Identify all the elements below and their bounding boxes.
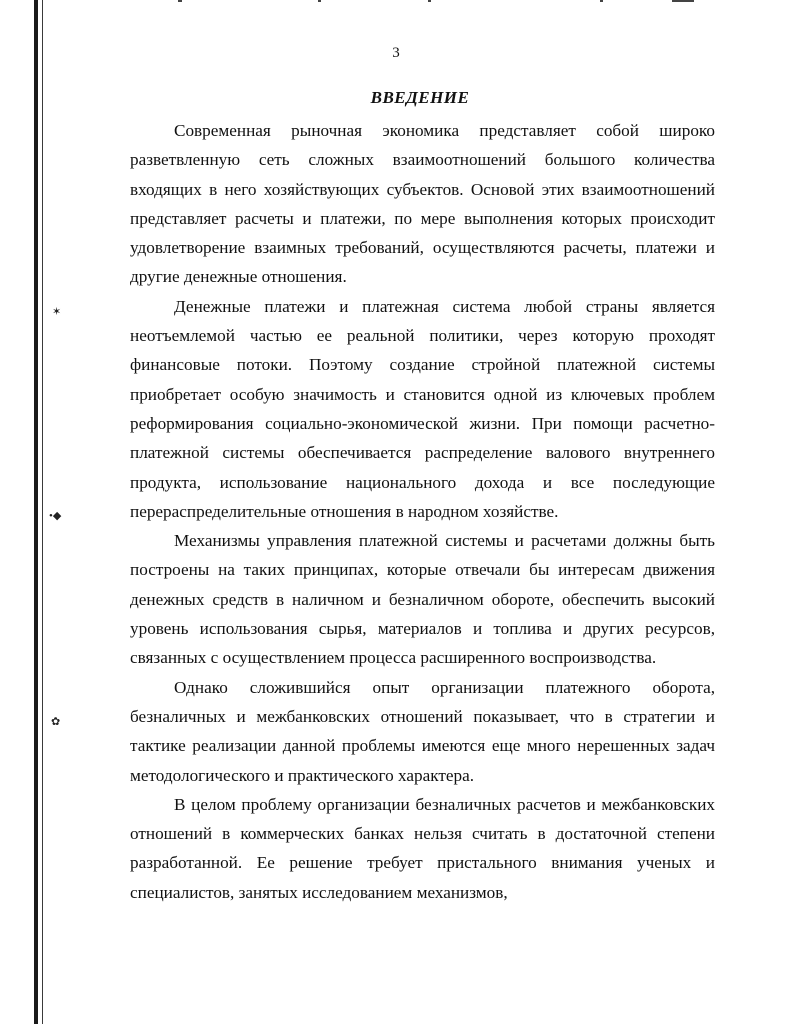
paragraph-2: Денежные платежи и платежная система любой страны является неотъемлемой частью ее реальной политики, через которую проходят финансовые потоки. Поэтому создание стройной платежной системы приобретает особую значимость и становится одной из ключевых проблем реформирования социально-экономической жизни. При помощи расчетно-платежной системы обеспечивается распределение валового внутреннего продукта, использование национального дохода и все последующие перераспределительные отношения в народном хозяйстве. xyxy=(130,296,715,521)
page-title: ВВЕДЕНИЕ xyxy=(370,88,470,107)
scan-top-mark xyxy=(672,0,694,2)
scan-top-mark xyxy=(318,0,321,2)
paragraph-4: Однако сложившийся опыт организации платежного оборота, безналичных и межбанковских отношений показывает, что в стратегии и тактике реализации данной проблемы имеются еще много нерешенных задач методологического и практического характера. xyxy=(130,677,715,785)
paragraph-5: В целом проблему организации безналичных расчетов и межбанковских отношений в коммерческих банках нельзя считать в достаточной степени разработанной. Ее решение требует пристального внимания ученых и специалистов, занятых исследованием механизмов, xyxy=(130,794,715,902)
margin-mark-icon: ✶ xyxy=(52,306,62,318)
margin-mark-icon: ✿ xyxy=(51,716,61,728)
margin-mark-icon: •◆ xyxy=(49,510,62,522)
page-number: 3 xyxy=(392,45,400,61)
scan-top-mark xyxy=(428,0,431,2)
scan-left-border xyxy=(34,0,38,1024)
scan-top-mark xyxy=(600,0,603,2)
scan-top-mark xyxy=(178,0,182,2)
scan-left-border-line xyxy=(42,0,43,1024)
paragraph-1: Современная рыночная экономика представляет собой широко разветвленную сеть сложных взаимоотношений большого количества входящих в него хозяйствующих субъектов. Основой этих взаимоотношений представляет расчеты и платежи, по мере выполнения которых происходит удовлетворение взаимных требований, осуществляются расчеты, платежи и другие денежные отношения. xyxy=(130,121,715,287)
document-body xyxy=(130,116,715,907)
paragraph-3: Механизмы управления платежной системы и расчетами должны быть построены на таких принципах, которые отвечали бы интересам движения денежных средств в наличном и безналичном обороте, обеспечить высокий уровень использования сырья, материалов и топлива и других ресурсов, связанных с осуществлением процесса расширенного воспроизводства. xyxy=(130,531,715,668)
